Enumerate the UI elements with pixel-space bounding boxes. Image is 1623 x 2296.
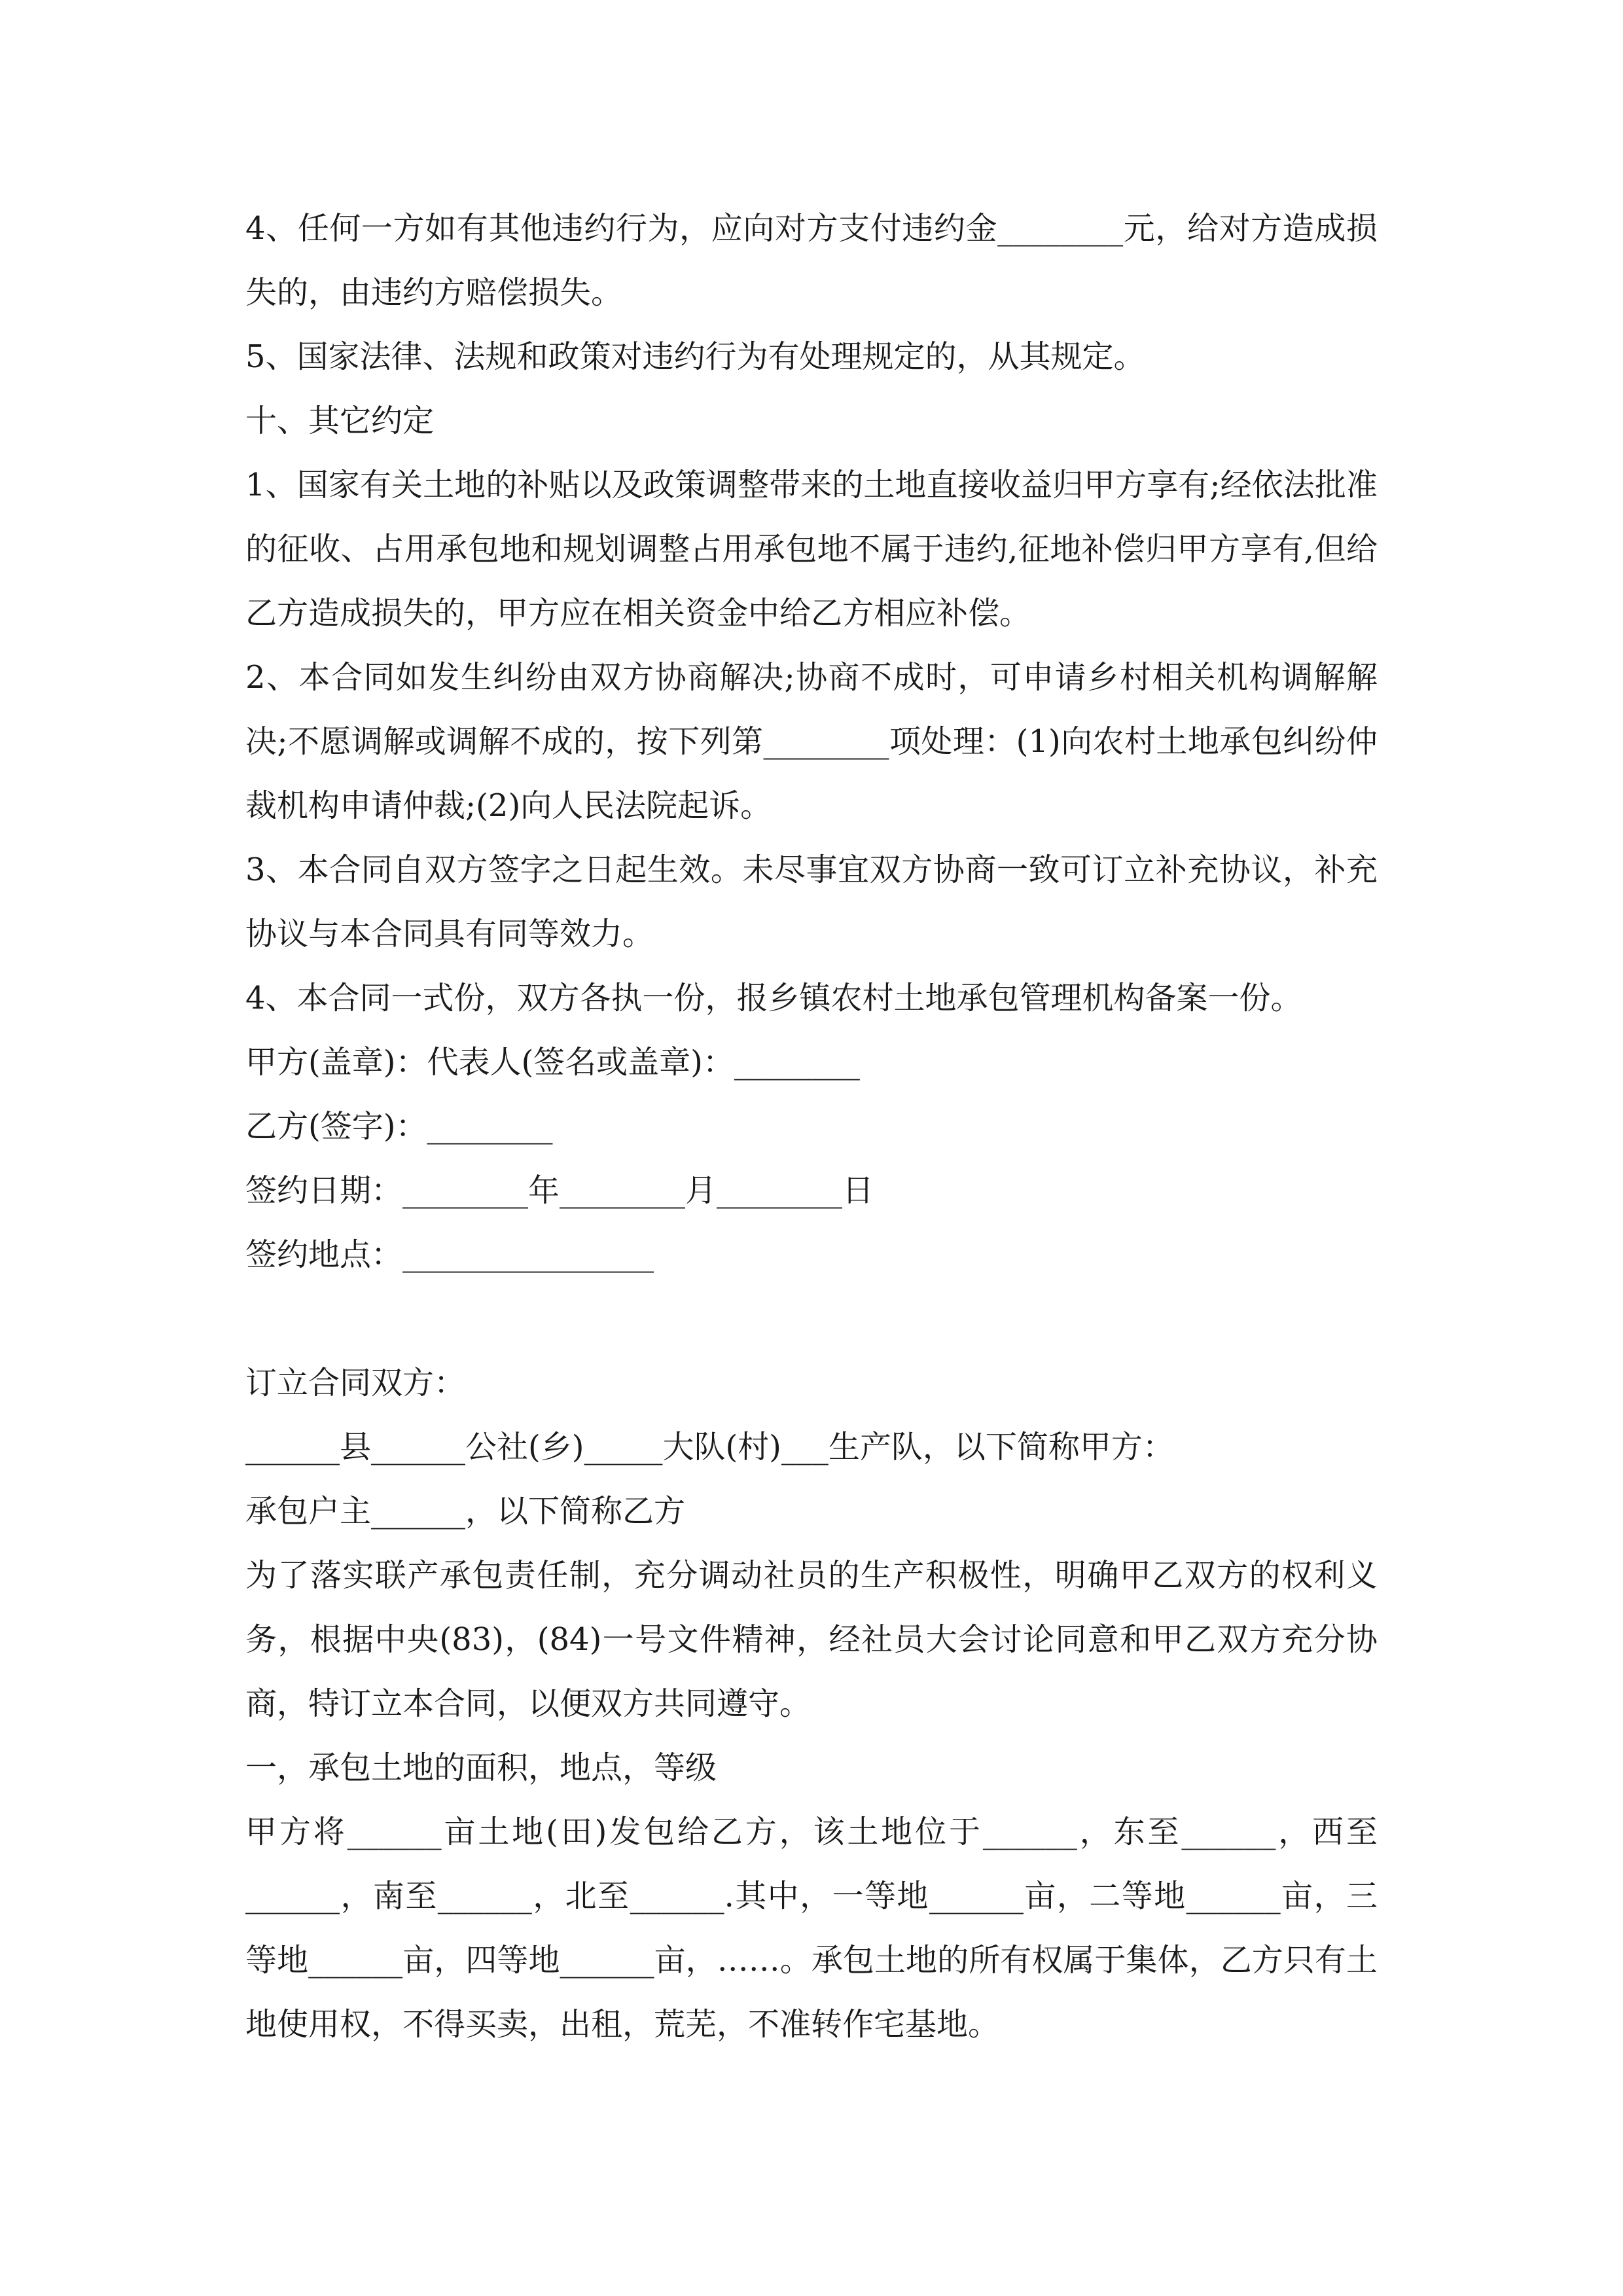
- document-body: [245, 196, 1378, 2056]
- clause-copies: 4、本合同一式份，双方各执一份，报乡镇农村土地承包管理机构备案一份。: [245, 980, 1302, 1016]
- clause-dispute: 2、本合同如发生纠纷由双方协商解决;协商不成时，可申请乡村相关机构调解解决;不愿调解或调解不成的，按下列第________项处理：(1)向农村土地承包纠纷仲裁机构申请仲裁;(2)向人民法院起诉。: [245, 659, 1378, 824]
- signing-place: 签约地点：________________: [245, 1236, 654, 1273]
- signing-date: 签约日期：________年________月________日: [245, 1172, 874, 1209]
- preamble: 为了落实联产承包责任制，充分调动社员的生产积极性，明确甲乙双方的权利义务，根据中央(83)，(84)一号文件精神，经社员大会讨论同意和甲乙双方充分协商，特订立本合同，以便双方共同遵守。: [245, 1557, 1378, 1722]
- section-heading-other-agreements: 十、其它约定: [245, 403, 435, 439]
- signature-party-a: 甲方(盖章)：代表人(签名或盖章)：________: [245, 1044, 860, 1081]
- party-b-line: 承包户主______，以下简称乙方: [245, 1493, 686, 1530]
- section-gap: [245, 1287, 1378, 1351]
- clause-subsidy: 1、国家有关土地的补贴以及政策调整带来的土地直接收益归甲方享有;经依法批准的征收、占用承包地和规划调整占用承包地不属于违约,征地补偿归甲方享有,但给乙方造成损失的，甲方应在相关资金中给乙方相应补偿。: [245, 467, 1378, 632]
- clause-land-details: 甲方将______亩土地(田)发包给乙方，该土地位于______，东至______，西至______，南至______，北至______.其中，一等地______亩，二等地______亩，三等地______亩，四等地______亩，……。承包土地的所有权属于集体，乙方只有土地使用权，不得买卖，出租，荒芜，不准转作宅基地。: [245, 1814, 1378, 2043]
- section-heading-land: 一，承包土地的面积，地点，等级: [245, 1749, 717, 1786]
- parties-heading: 订立合同双方：: [245, 1365, 466, 1401]
- clause-law-regulation: 5、国家法律、法规和政策对违约行为有处理规定的，从其规定。: [245, 338, 1145, 375]
- party-a-line: ______县______公社(乡)_____大队(村)___生产队，以下简称甲方：: [245, 1429, 1174, 1465]
- clause-penalty-other: 4、任何一方如有其他违约行为，应向对方支付违约金________元，给对方造成损失的，由违约方赔偿损失。: [245, 210, 1378, 311]
- clause-effective: 3、本合同自双方签字之日起生效。未尽事宜双方协商一致可订立补充协议，补充协议与本合同具有同等效力。: [245, 852, 1378, 952]
- signature-party-b: 乙方(签字)：________: [245, 1108, 553, 1145]
